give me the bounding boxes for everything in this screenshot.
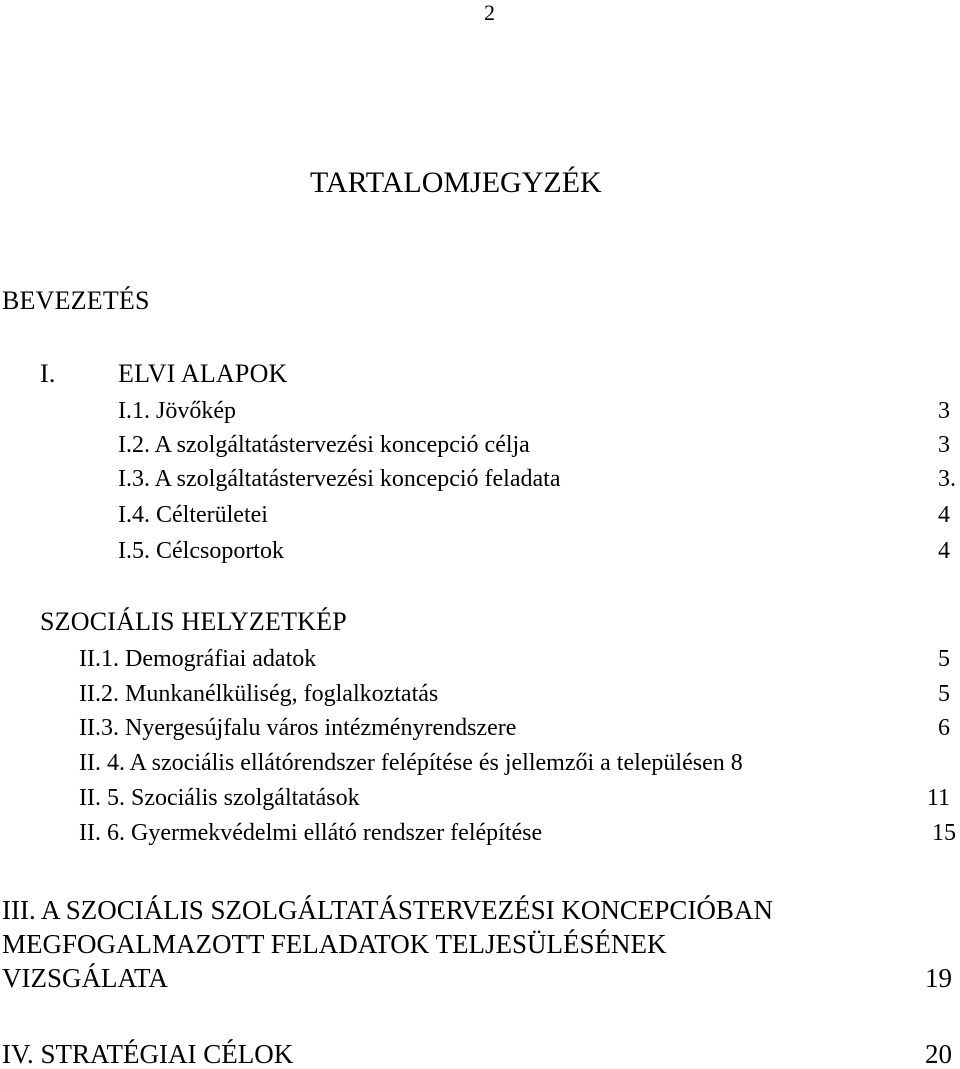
- toc-entry-label: I.4. Célterületei: [118, 502, 268, 528]
- toc-entry-label: II.2. Munkanélküliség, foglalkoztatás: [79, 681, 439, 707]
- toc-entry-label: I.1. Jövőkép: [118, 398, 236, 424]
- toc-entry-page: 5: [938, 681, 950, 707]
- toc-entry-label: II. 6. Gyermekvédelmi ellátó rendszer felépítése: [79, 820, 543, 846]
- part2-heading: SZOCIÁLIS HELYZETKÉP: [40, 607, 347, 636]
- toc-entry-page: 4: [938, 538, 950, 564]
- toc-entry-page: 6: [938, 715, 950, 741]
- part1-heading: ELVI ALAPOK: [118, 359, 288, 388]
- toc-entry-label: II.3. Nyergesújfalu város intézményrendszere: [79, 715, 517, 741]
- part3-page: 19: [925, 963, 952, 993]
- part4-heading: IV. STRATÉGIAI CÉLOK: [2, 1039, 294, 1069]
- part3-heading-line2: MEGFOGALMAZOTT FELADATOK TELJESÜLÉSÉNEK: [2, 929, 667, 959]
- page-number: 2: [484, 0, 495, 25]
- toc-entry-page: 5: [938, 646, 950, 672]
- toc-entry-label: II.1. Demográfiai adatok: [79, 646, 317, 672]
- toc-entry-page: 3.: [938, 466, 956, 492]
- toc-entry-label: I.3. A szolgáltatástervezési koncepció feladata: [118, 466, 561, 492]
- part4-page: 20: [925, 1039, 952, 1069]
- part3-heading-line1: III. A SZOCIÁLIS SZOLGÁLTATÁSTERVEZÉSI KONCEPCIÓBAN: [2, 895, 773, 925]
- toc-entry-page: 15: [932, 820, 956, 846]
- toc-entry-page: 3: [938, 398, 950, 424]
- toc-entry-label: II. 4. A szociális ellátórendszer felépítése és jellemzői a településen 8: [79, 750, 743, 776]
- document-title: TARTALOMJEGYZÉK: [310, 166, 602, 199]
- toc-entry-page: 4: [938, 502, 950, 528]
- toc-entry-label: II. 5. Szociális szolgáltatások: [79, 785, 360, 811]
- part1-numeral: I.: [40, 359, 56, 388]
- toc-entry-label: I.5. Célcsoportok: [118, 538, 284, 564]
- toc-entry-page: 3: [938, 432, 950, 458]
- toc-entry-label: I.2. A szolgáltatástervezési koncepció célja: [118, 432, 530, 458]
- part3-heading-line3: VIZSGÁLATA: [2, 963, 168, 993]
- toc-entry-page: 11: [926, 785, 950, 811]
- section-introduction: BEVEZETÉS: [2, 286, 150, 315]
